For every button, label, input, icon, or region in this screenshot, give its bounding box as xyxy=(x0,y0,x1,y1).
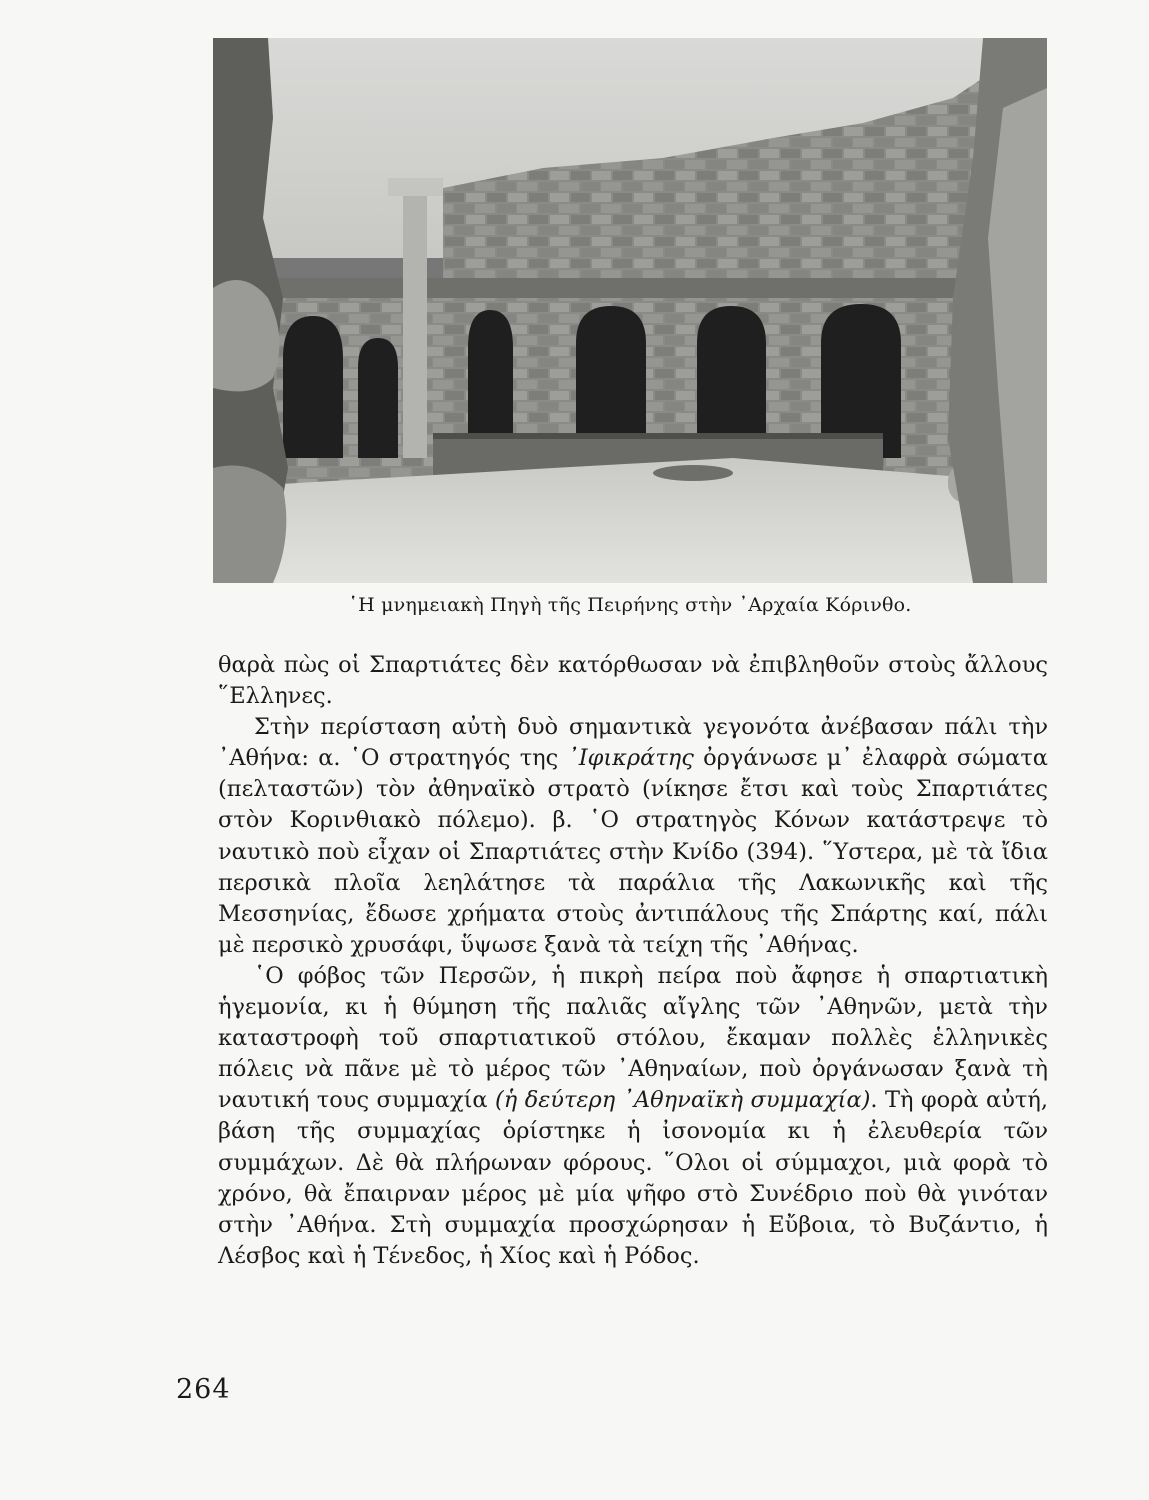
paragraph-3-emphasis: (ἡ δεύτερη ᾿Αθηναϊκὴ συμμαχία) xyxy=(495,1087,871,1114)
paragraph-2-part-a: Στὴν περίσταση αὐτὴ δυὸ σημαντικὰ γεγονότα ἀνέβασαν πάλι τὴν ᾿Αθήνα: α. ῾Ο στρατηγός της xyxy=(218,714,1048,772)
paragraph-2-emphasis: ᾿Ιφικράτης xyxy=(567,745,694,772)
body-text xyxy=(218,650,1048,1272)
paragraph-2 xyxy=(218,712,1048,961)
paragraph-3-part-a: ῾Ο φόβος τῶν Περσῶν, ἡ πικρὴ πείρα ποὺ ἄφησε ἡ σπαρτιατικὴ ἡγεμονία, κι ἡ θύμηση τῆς παλιᾶς αἴγλης τῶν ᾿Αθηνῶν, μετὰ τὴν καταστροφὴ τοῦ σπαρτιατικοῦ στόλου, ἔκαμαν πολλὲς ἑλληνικὲς πόλεις νὰ πᾶνε μὲ τὸ μέρος τῶν ᾿Αθηναίων, ποὺ ὀργάνωσαν ξανὰ τὴ ναυτική τους συμμαχία xyxy=(218,962,1048,1114)
figure-caption: ῾Η μνημειακὴ Πηγὴ τῆς Πειρήνης στὴν ᾿Αρχαία Κόρινθο. xyxy=(348,594,912,616)
fountain-photo xyxy=(213,38,1047,583)
page-number: 264 xyxy=(176,1374,231,1405)
paragraph-3-part-b: . Τὴ φορὰ αὐτή, βάση τῆς συμμαχίας ὁρίστηκε ἡ ἰσονομία κι ἡ ἐλευθερία τῶν συμμάχων. Δὲ θὰ πλήρωναν φόρους. ῞Ολοι οἱ σύμμαχοι, μιὰ φορὰ τὸ χρόνο, θὰ ἔπαιρναν μέρος μὲ μία ψῆφο στὸ Συνέδριο ποὺ θὰ γινόταν στὴν ᾿Αθήνα. Στὴ συμμαχία προσχώρησαν ἡ Εὔβοια, τὸ Βυζάντιο, ἡ Λέσβος καὶ ἡ Τένεδος, ἡ Χίος καὶ ἡ Ρόδος. xyxy=(218,1087,1048,1269)
fountain-photo-drawing xyxy=(213,38,1047,583)
paragraph-1: θαρὰ πὼς οἱ Σπαρτιάτες δὲν κατόρθωσαν νὰ ἐπιβληθοῦν στοὺς ἄλλους ῞Ελληνες. xyxy=(218,652,1048,710)
paragraph-3 xyxy=(218,961,1048,1272)
paragraph-2-part-b: ὀργάνωσε μ᾿ ἐλαφρὰ σώματα (πελταστῶν) τὸν ἀθηναϊκὸ στρατὸ (νίκησε ἔτσι καὶ τοὺς Σπαρτιάτες στὸν Κορινθιακὸ πόλεμο). β. ῾Ο στρατηγὸς Κόνων κατάστρεψε τὸ ναυτικὸ ποὺ εἶχαν οἱ Σπαρτιάτες στὴν Κνίδο (394). ῞Υστερα, μὲ τὰ ἴδια περσικὰ πλοῖα λεηλάτησε τὰ παράλια τῆς Λακωνικῆς καὶ τῆς Μεσσηνίας, ἔδωσε χρήματα στοὺς ἀντιπάλους τῆς Σπάρτης καί, πάλι μὲ περσικὸ χρυσάφι, ὕψωσε ξανὰ τὰ τείχη τῆς ᾿Αθήνας. xyxy=(218,745,1048,958)
